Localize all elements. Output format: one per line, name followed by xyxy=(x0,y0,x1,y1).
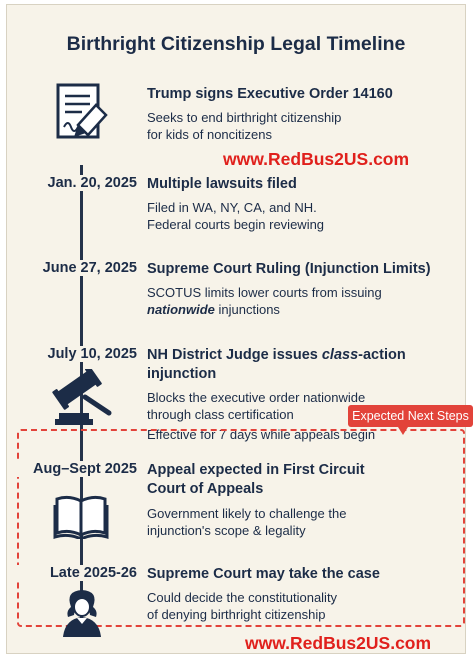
event-date: Aug–Sept 2025 xyxy=(7,461,137,477)
event-description-line: for kids of noncitizens xyxy=(147,127,273,142)
event-title-line: injunction xyxy=(147,366,217,382)
event-description-line: Could decide the constitutionality xyxy=(147,590,338,605)
event-date: Late 2025-26 xyxy=(7,565,137,581)
event-description-line: Blocks the executive order nationwide xyxy=(147,390,366,405)
arrow-down-icon xyxy=(398,427,408,435)
judge-icon xyxy=(59,587,105,637)
event-description-line xyxy=(147,301,280,318)
event-title: Supreme Court may take the case xyxy=(147,566,380,582)
event-description-line: Seeks to end birthright citizenship xyxy=(147,110,342,125)
event-title-text: -action xyxy=(358,347,406,363)
event-description-line: SCOTUS limits lower courts from issuing xyxy=(147,285,382,300)
emphasis-text: class xyxy=(321,347,359,363)
event-title-line: Court of Appeals xyxy=(147,481,264,497)
event-description-line: through class certification xyxy=(147,407,294,422)
watermark-text: www.RedBus2US.com xyxy=(223,149,410,169)
event-description-line: of denying birthright citizenship xyxy=(147,607,326,622)
event-title: Multiple lawsuits filed xyxy=(147,176,297,192)
timeline-card xyxy=(6,4,469,654)
open-book-icon xyxy=(53,493,109,539)
event-date: June 27, 2025 xyxy=(7,260,137,276)
event-description-text: injunctions xyxy=(214,302,280,317)
event-description-line: Federal courts begin reviewing xyxy=(147,217,325,232)
event-title: Trump signs Executive Order 14160 xyxy=(147,86,393,102)
event-description-line: Effective for 7 days while appeals begin xyxy=(147,427,376,442)
event-title-text: NH District Judge issues xyxy=(147,347,322,363)
event-description-line: Filed in WA, NY, CA, and NH. xyxy=(147,200,317,215)
gavel-icon xyxy=(51,369,115,427)
document-signature-icon xyxy=(52,81,112,145)
event-date: July 10, 2025 xyxy=(7,346,137,362)
event-title: Supreme Court Ruling (Injunction Limits) xyxy=(147,261,431,277)
event-description-line: Government likely to challenge the xyxy=(147,506,347,521)
event-description-line: injunction's scope & legality xyxy=(147,523,306,538)
event-title-line: Appeal expected in First Circuit xyxy=(147,462,365,478)
expected-next-steps-badge: Expected Next Steps xyxy=(348,405,473,427)
watermark-text: www.RedBus2US.com xyxy=(245,633,432,653)
event-title xyxy=(147,346,406,365)
page-title: Birthright Citizenship Legal Timeline xyxy=(66,33,406,55)
emphasis-text: nationwide xyxy=(147,302,215,317)
event-date: Jan. 20, 2025 xyxy=(7,175,137,191)
